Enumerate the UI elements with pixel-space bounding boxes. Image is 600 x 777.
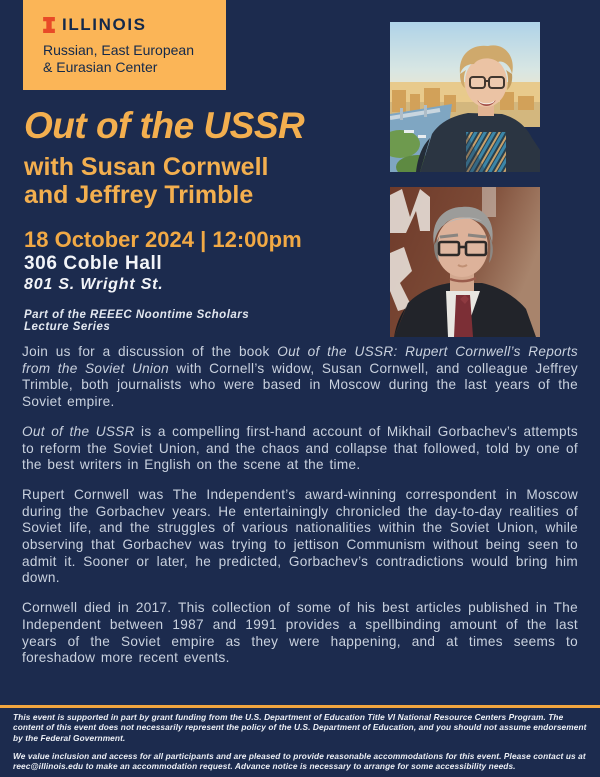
lecture-series-note bbox=[24, 310, 386, 333]
illinois-wordmark: ILLINOIS bbox=[62, 15, 147, 34]
footer-divider bbox=[0, 705, 600, 708]
speakers-line1: with Susan Cornwell bbox=[24, 153, 269, 181]
speakers-line2: and Jeffrey Trimble bbox=[24, 181, 254, 209]
body-paragraph: Cornwell died in 2017. This collection of some of his best articles published in The Independent between 1987 and 1991 provides a spellbinding amount of the last years of the Soviet empire as they were happening, and at times seems to foreshadow more recent events. bbox=[22, 600, 578, 666]
event-datetime: 18 October 2024 | 12:00pm bbox=[24, 227, 302, 252]
event-description bbox=[22, 344, 578, 680]
event-title: Out of the USSR bbox=[24, 105, 305, 146]
body-paragraph: Out of the USSR is a compelling first-hand account of Mikhail Gorbachev’s attempts to reform the Soviet Union, and the chaos and collapse that followed, told by one of the best writers in English on the scene at the time. bbox=[22, 423, 578, 473]
funding-disclaimer: This event is supported in part by grant funding from the U.S. Department of Education Title VI National Resource Centers Program. The content of this event does not necessarily represent the policy of the U.S. Department of Education, and you should not assume endorsement by the Federal Government. bbox=[13, 712, 587, 743]
event-speakers bbox=[24, 153, 386, 209]
accessibility-statement: We value inclusion and access for all participants and are pleased to provide reasonable accommodations for this event. Please contact us at reec@illinois.edu to make an accommodation request. Advance notice is necessary to arrange for some accessibility needs. bbox=[13, 750, 586, 772]
poster-footer bbox=[13, 712, 587, 771]
event-venue: 306 Coble Hall bbox=[24, 253, 163, 274]
body-paragraph: Join us for a discussion of the book Out of the USSR: Rupert Cornwell’s Reports from the Soviet Union with Cornell’s widow, Susan Cornwell, and colleague Jeffrey Trimble, both journalists who were based in Moscow during the last years of the Soviet empire. bbox=[22, 344, 578, 410]
jeffrey-trimble-photo bbox=[390, 187, 540, 337]
reeec-logo-box bbox=[23, 0, 226, 90]
intro-block bbox=[24, 106, 386, 333]
susan-cornwell-photo bbox=[390, 22, 540, 172]
illinois-block-i-icon bbox=[43, 17, 55, 33]
event-address: 801 S. Wright St. bbox=[24, 276, 164, 293]
series-note-line2: Lecture Series bbox=[24, 320, 111, 333]
series-note-line1: Part of the REEEC Noontime Scholars bbox=[24, 309, 250, 321]
illinois-logo-row bbox=[43, 15, 216, 35]
body-paragraph: Rupert Cornwell was The Independent’s award-winning correspondent in Moscow during the Gorbachev years. He entertainingly chronicled the day-to-day realities of Soviet life, and the struggles of various nationalities within the Soviet Union, while observing that Gorbachev was trying to jettison Communism without being seen to admit it. Sooner or later, he predicted, Gorbachev’s contradictions would bring him down. bbox=[22, 486, 578, 586]
center-name-line2: & Eurasian Center bbox=[43, 58, 158, 75]
center-name-line1: Russian, East European bbox=[43, 42, 194, 58]
speaker-photos bbox=[390, 22, 540, 337]
